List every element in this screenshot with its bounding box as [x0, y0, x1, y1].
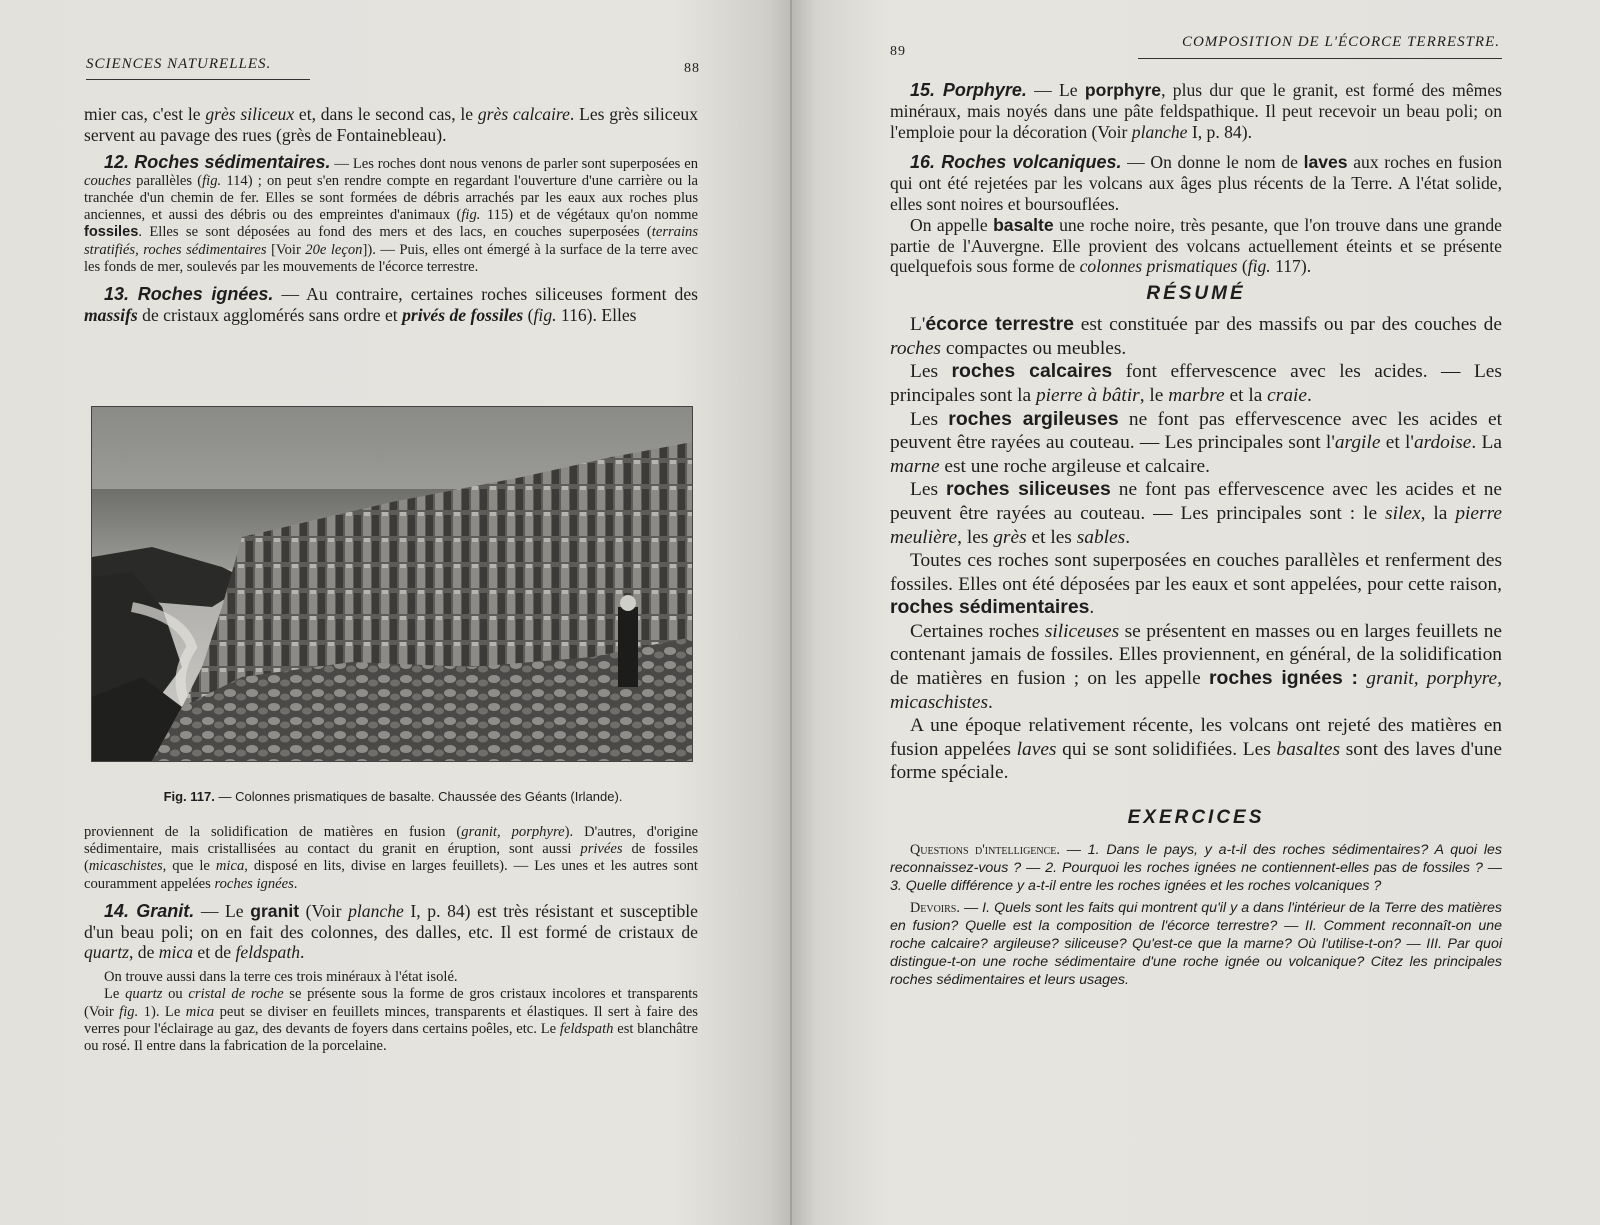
left-page-number: 88	[684, 61, 700, 76]
right-header-rule	[1138, 58, 1502, 59]
resume-heading: RÉSUMÉ	[1146, 283, 1246, 305]
resume-calcaires: Les roches calcaires font effervescence avec les acides. — Les principales sont la pierre à bâtir, le marbre et la craie.	[890, 360, 1502, 406]
section-14-title: 14. Granit.	[104, 900, 195, 921]
figure-117-basalt-columns-photo	[91, 406, 693, 762]
devoirs-label: Devoirs.	[910, 900, 960, 917]
section-15-title: 15. Porphyre.	[910, 80, 1027, 100]
paragraph-proviennent: proviennent de la solidification de matières en fusion (granit, porphyre). D'autres, d'origine sédimentaire, mais cristallisées au contact du granit en éruption, sont aussi privées de fossiles (micaschistes, que le mica, disposé en lits, divise en larges feuillets). — Les unes et les autres sont couramment appelées roches ignées.	[84, 824, 698, 892]
section-13-roches-ignees: 13. Roches ignées. — Au contraire, certaines roches siliceuses forment des massifs de cristaux agglomérés sans ordre et privés de fossiles (fig. 116). Elles	[84, 284, 699, 325]
figure-117-caption	[86, 789, 700, 804]
right-column	[890, 80, 1502, 989]
section-16-title: 16. Roches volcaniques.	[910, 152, 1122, 173]
section-16-roches-volcaniques: 16. Roches volcaniques. — On donne le nom de laves aux roches en fusion qui ont été rejetées par les volcans aux âges plus récents de la Terre. A l'état solide, elles sont noires et boursouflées.	[890, 152, 1502, 214]
paragraph-basalte: On appelle basalte une roche noire, très pesante, que l'on trouve dans une grande partie de l'Auvergne. Elle provient des volcans actuellement éteints et se présente quelquefois sous forme de colonnes prismatiques (fig. 117).	[890, 214, 1502, 277]
left-page	[0, 0, 792, 1225]
questions-label: Questions d'intelligence.	[910, 842, 1060, 859]
paragraph-quartz-mica-feldspath: Le quartz ou cristal de roche se présente sous la forme de gros cristaux incolores et transparents (Voir fig. 1). Le mica peut se diviser en feuillets minces, transparents et élastiques. Il sert à faire des verres pour l'éclairage au gaz, des devants de foyers dans certains poêles, etc. Le feldspath est blanchâtre ou rosé. Il entre dans la fabrication de la porcelaine.	[84, 986, 698, 1055]
left-header-rule	[86, 79, 310, 80]
paragraph-gres: mier cas, c'est le grès siliceux et, dans le second cas, le grès calcaire. Les grès siliceux servent au pavage des rues (grès de Fontainebleau).	[84, 104, 699, 145]
left-column-top	[84, 104, 698, 326]
resume-sedimentaires: Toutes ces roches sont superposées en couches parallèles et renferment des fossiles. Elles ont été déposées par les eaux et sont appelées, pour cette raison, roches sédimentaires.	[890, 550, 1502, 619]
section-13-title: 13. Roches ignées.	[104, 284, 274, 305]
exercices-heading: EXERCICES	[1127, 807, 1265, 829]
section-15-porphyre: 15. Porphyre. — Le porphyre, plus dur que le granit, est formé des mêmes minéraux, mais noyés dans une pâte feldspathique. Il peut recevoir un beau poli; on l'emploie pour la décoration (Voir planche I, p. 84).	[890, 80, 1502, 142]
resume-ignees: Certaines roches siliceuses se présentent en masses ou en larges feuillets ne contenant jamais de fossiles. Elles proviennent, en général, de la solidification de matières en fusion ; on les appelle roches ignées : granit, porphyre, micaschistes.	[890, 620, 1502, 713]
resume-argileuses: Les roches argileuses ne font pas effervescence avec les acides et peuvent être rayées au couteau. — Les principales sont l'argile et l'ardoise. La marne est une roche argileuse et calcaire.	[890, 407, 1502, 477]
resume-ecorce: L'écorce terrestre est constituée par des massifs ou par des couches de roches compactes ou meubles.	[890, 313, 1502, 359]
questions-intelligence: Questions d'intelligence. — 1. Dans le pays, y a-t-il des roches sédimentaires? A quoi les reconnaissez-vous ? — 2. Pourquoi les roches ignées ne contiennent-elles pas de fossiles ? — 3. Quelle différence y a-t-il entre les roches ignées et les roches volcaniques ?	[890, 842, 1502, 895]
section-14-granit: 14. Granit. — Le granit (Voir planche I, p. 84) est très résistant et susceptible d'un beau poli; on en fait des colonnes, des dalles, etc. Il est formé de cristaux de quartz, de mica et de feldspath.	[84, 900, 698, 963]
basalt-photo-illustration	[92, 407, 692, 761]
figure-label: Fig. 117.	[163, 789, 215, 804]
figure-caption-text: — Colonnes prismatiques de basalte. Chaussée des Géants (Irlande).	[214, 789, 623, 804]
section-12-roches-sedimentaires: 12. Roches sédimentaires. — Les roches dont nous venons de parler sont superposées en couches parallèles (fig. 114) ; on peut s'en rendre compte en regardant l'ouverture d'une carrière ou la tranchée d'un chemin de fer. Elles se sont formées de débris arrachés par les eaux aux roches plus anciennes, et aussi des débris ou des empreintes d'animaux (fig. 115) et de végétaux qu'on nomme fossiles. Elles se sont déposées au fond des mers et des lacs, en couches superposées (terrains stratifiés, roches sédimentaires [Voir 20e leçon]). — Puis, elles ont émergé à la surface de la terre avec les fonds de mer, soulevés par les mouvements de l'écorce terrestre.	[84, 151, 699, 275]
section-12-title: 12. Roches sédimentaires.	[104, 151, 331, 172]
left-column-bottom	[84, 824, 698, 1055]
right-header-title: COMPOSITION DE L'ÉCORCE TERRESTRE.	[1181, 34, 1500, 50]
resume-volcaniques: A une époque relativement récente, les volcans ont rejeté des matières en fusion appelées laves qui se sont solidifiées. Les basaltes sont des laves d'une forme spéciale.	[890, 715, 1502, 784]
paragraph-mineraux-isoles: On trouve aussi dans la terre ces trois minéraux à l'état isolé.	[104, 969, 458, 986]
left-running-header	[86, 56, 700, 76]
right-page-number: 89	[890, 44, 906, 59]
devoirs: Devoirs. — I. Quels sont les faits qui montrent qu'il y a dans l'intérieur de la Terre des matières en fusion? Quelle est la composition de l'écorce terrestre? — II. Comment reconnaît-on une roche calcaire? argileuse? siliceuse? Qu'est-ce que la marne? Où l'utilise-t-on? — III. Par quoi distingue-t-on une roche sédimentaire d'une roche ignée ou volcanique? Citez les principales roches sédimentaires et leurs usages.	[890, 900, 1502, 989]
resume-siliceuses: Les roches siliceuses ne font pas effervescence avec les acides et ne peuvent être rayées au couteau. — Les principales sont : le silex, la pierre meulière, les grès et les sables.	[890, 478, 1503, 548]
left-header-title: SCIENCES NATURELLES.	[86, 56, 272, 72]
